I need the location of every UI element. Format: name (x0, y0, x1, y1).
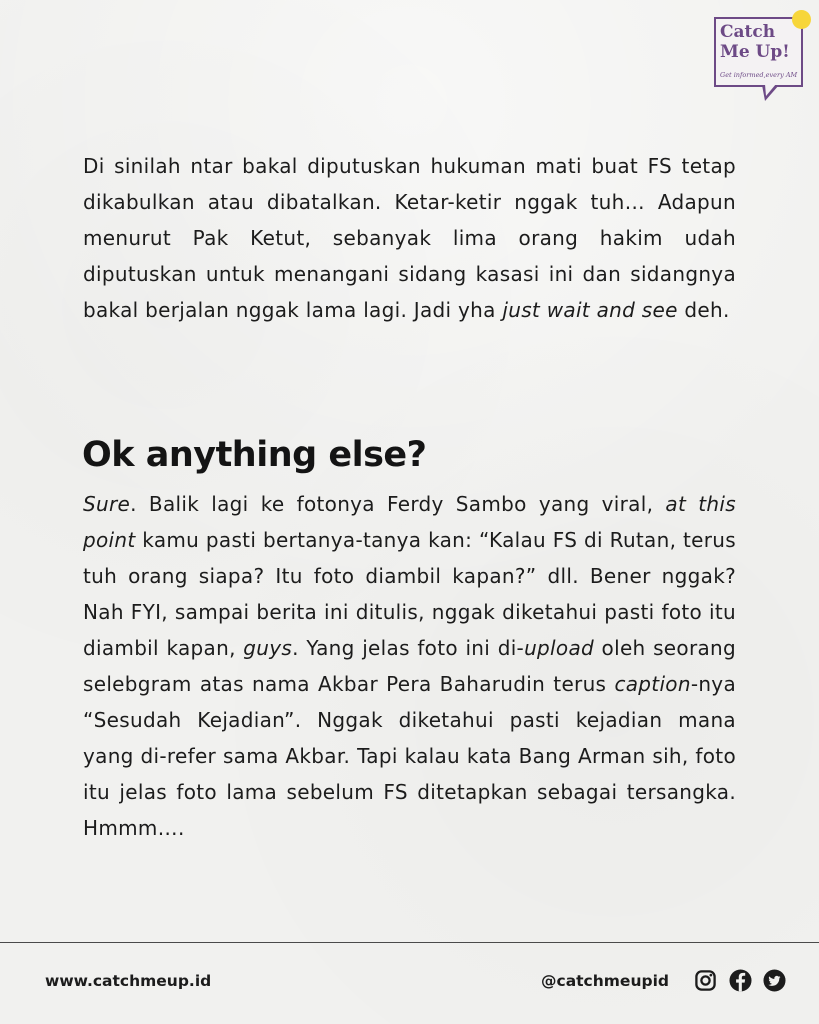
logo-sun-dot (792, 10, 811, 29)
instagram-icon[interactable] (694, 969, 717, 992)
footer-social-handle[interactable]: @catchmeupid (541, 972, 669, 990)
twitter-icon[interactable] (763, 969, 786, 992)
p2-segment-italic: Sure (83, 492, 131, 516)
article-paragraph-1 (83, 148, 736, 328)
p2-segment: -nya “Sesudah Kejadian”. Nggak diketahui pasti kejadian mana yang di-refer sama Akbar. Tapi kalau kata Bang Arman sih, foto itu jelas foto lama sebelum FS ditetapkan sebagai tersangka. Hmmm…. (83, 672, 736, 840)
p1-segment-italic: just wait and see (502, 298, 678, 322)
p1-segment: deh. (677, 298, 730, 322)
footer-website-link[interactable]: www.catchmeup.id (45, 972, 212, 990)
p2-segment-italic: caption (614, 672, 691, 696)
p2-segment-italic: guys (243, 636, 293, 660)
logo-text-line2: Me Up! (720, 42, 790, 62)
article-paragraph-2 (83, 486, 736, 846)
logo-tagline: Get informed,every AM (720, 71, 798, 79)
p2-segment-italic: upload (524, 636, 594, 660)
logo-speech-tail-inner (765, 84, 776, 96)
section-heading: Ok anything else? (82, 435, 427, 475)
p2-segment-italic: at this point (83, 492, 736, 552)
p2-segment: kamu pasti bertanya-tanya kan: “Kalau FS di Rutan, terus tuh orang siapa? Itu foto diambil kapan?” dll. Bener nggak? Nah FYI, sampai berita ini ditulis, nggak diketahui pasti foto itu diambil kapan, (83, 528, 736, 660)
p2-segment: . Balik lagi ke fotonya Ferdy Sambo yang viral, (130, 492, 666, 516)
facebook-icon[interactable] (729, 969, 752, 992)
logo-text-line1: Catch (720, 22, 776, 42)
footer-divider (0, 942, 819, 943)
p2-segment: . Yang jelas foto ini di- (292, 636, 525, 660)
p2-segment: oleh seorang selebgram atas nama Akbar Pera Baharudin terus (83, 636, 737, 696)
p1-segment: Di sinilah ntar bakal diputuskan hukuman mati buat FS tetap dikabulkan atau dibatalkan. Ketar-ketir nggak tuh… Adapun menurut Pak Ketut, sebanyak lima orang hakim udah diputuskan untuk menangani sidang kasasi ini dan sidangnya bakal berjalan nggak lama lagi. Jadi yha (83, 154, 736, 322)
